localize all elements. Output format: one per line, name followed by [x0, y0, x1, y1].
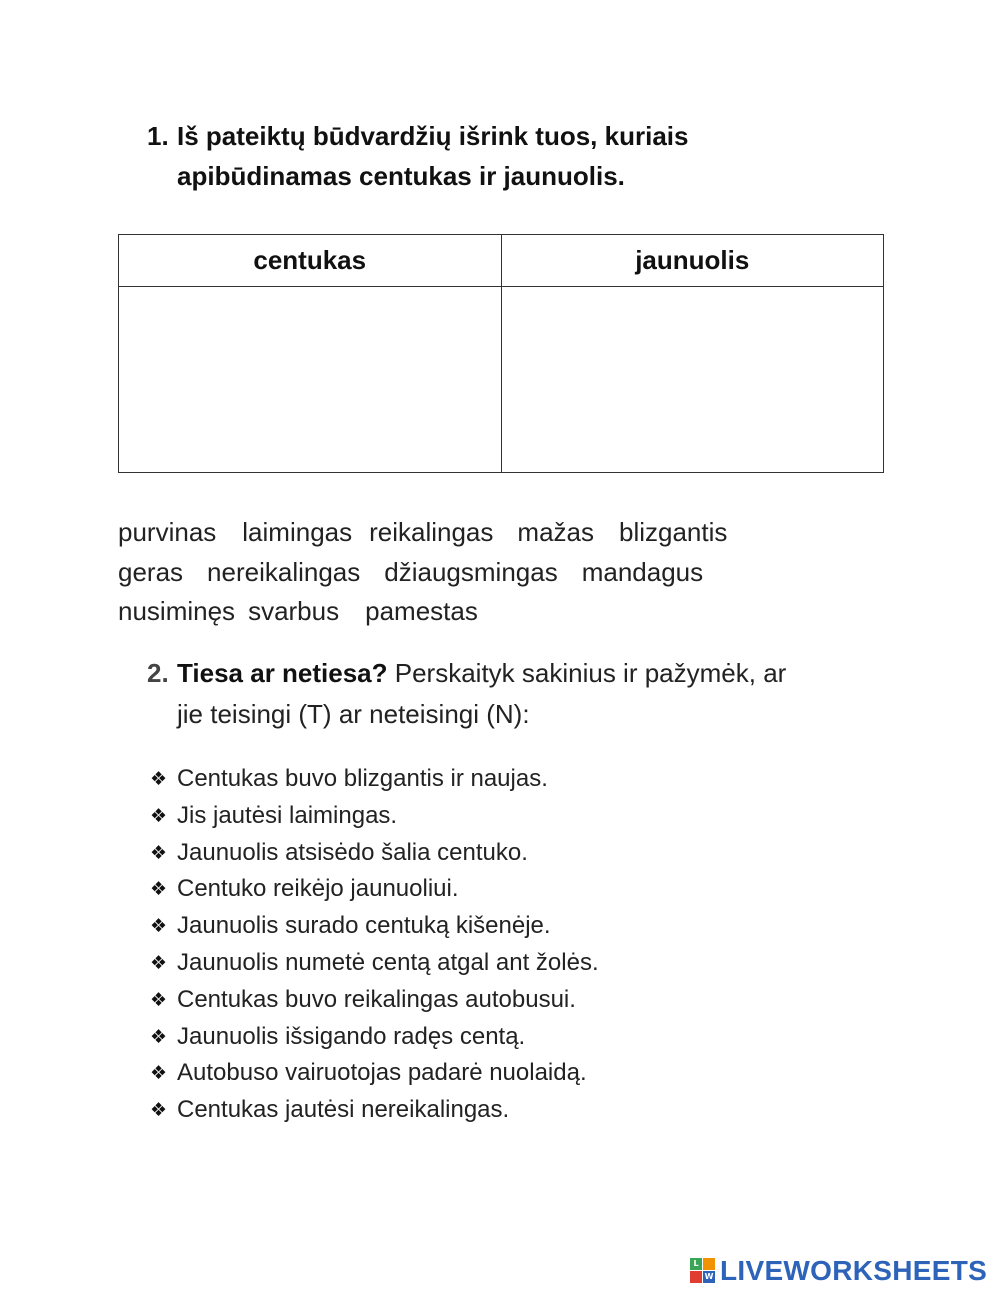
question-2-text [177, 653, 887, 735]
word-card[interactable]: purvinas [118, 517, 217, 547]
liveworksheets-logo-text: LIVEWORKSHEETS [720, 1255, 988, 1286]
word-card[interactable]: blizgantis [618, 517, 728, 547]
statement-item[interactable] [150, 982, 599, 1019]
statement-item[interactable] [150, 908, 599, 945]
word-card[interactable]: geras [118, 556, 184, 587]
diamond-bullet-icon: ❖ [150, 1062, 168, 1085]
statement-text: Jaunuolis surado centuką kišenėje. [177, 912, 551, 940]
word-card[interactable]: reikalingas [369, 517, 494, 547]
answer-table [118, 234, 884, 473]
question-2-line-2: jie teisingi (T) ar neteisingi (N): [177, 699, 530, 729]
question-2 [147, 653, 887, 735]
word-bank-line-3 [118, 592, 898, 632]
question-2-number: 2. [147, 658, 169, 688]
statement-text: Autobuso vairuotojas padarė nuolaidą. [177, 1059, 587, 1087]
question-2-instruction: Perskaityk sakinius ir pažymėk, ar [387, 658, 787, 688]
diamond-bullet-icon: ❖ [150, 988, 168, 1011]
liveworksheets-logo [690, 1255, 987, 1287]
word-card[interactable]: nusiminęs [118, 596, 236, 626]
question-1-number: 1. [147, 121, 169, 151]
question-1-text [177, 116, 847, 196]
header-centukas: centukas [119, 235, 502, 287]
statement-item[interactable] [150, 761, 599, 798]
statement-item[interactable] [150, 1055, 599, 1092]
logo-tile-red [690, 1271, 702, 1283]
question-2-bold-prompt: Tiesa ar netiesa? [177, 658, 388, 688]
word-card[interactable]: mandagus [581, 556, 704, 587]
diamond-bullet-icon: ❖ [150, 1099, 168, 1122]
statement-text: Jaunuolis atsisėdo šalia centuko. [177, 838, 528, 866]
word-bank [118, 513, 898, 632]
question-1-line-1: Iš pateiktų būdvardžių išrink tuos, kuriais [177, 121, 689, 151]
logo-tile-l: L [690, 1258, 702, 1270]
word-bank-line-1 [118, 513, 898, 553]
statement-text: Jaunuolis išsigando radęs centą. [177, 1022, 526, 1050]
drop-zone-centukas[interactable] [119, 287, 502, 473]
diamond-bullet-icon: ❖ [150, 1025, 168, 1048]
statement-list [150, 761, 599, 1129]
diamond-bullet-icon: ❖ [150, 878, 168, 901]
question-2-line-1 [177, 653, 887, 694]
drop-zone-jaunuolis[interactable] [501, 287, 884, 473]
liveworksheets-logo-icon [690, 1258, 716, 1284]
statement-item[interactable] [150, 1019, 599, 1056]
statement-item[interactable] [150, 871, 599, 908]
diamond-bullet-icon: ❖ [150, 915, 168, 938]
statement-text: Centuko reikėjo jaunuoliui. [177, 875, 459, 903]
question-1 [147, 116, 847, 196]
word-card[interactable]: pamestas [365, 596, 478, 626]
answer-table-body-row [119, 287, 884, 473]
statement-item[interactable] [150, 1092, 599, 1129]
statement-text: Jis jautėsi laimingas. [177, 801, 398, 829]
statement-text: Jaunuolis numetė centą atgal ant žolės. [177, 948, 599, 976]
statement-text: Centukas buvo blizgantis ir naujas. [177, 765, 548, 792]
logo-tile-w: W [704, 1272, 714, 1281]
word-bank-line-2 [118, 553, 898, 593]
diamond-bullet-icon: ❖ [150, 841, 168, 864]
word-card[interactable]: džiaugsmingas [384, 556, 558, 587]
statement-item[interactable] [150, 945, 599, 982]
diamond-bullet-icon: ❖ [150, 951, 168, 974]
statement-item[interactable] [150, 798, 599, 835]
question-1-line-2: apibūdinamas centukas ir jaunuolis. [177, 161, 625, 191]
logo-tile-orange [703, 1258, 715, 1270]
word-card[interactable]: nereikalingas [207, 556, 361, 587]
word-card[interactable]: mažas [517, 517, 594, 547]
header-jaunuolis: jaunuolis [501, 235, 884, 287]
diamond-bullet-icon: ❖ [150, 804, 168, 827]
answer-table-header-row [119, 235, 884, 287]
statement-item[interactable] [150, 835, 599, 872]
word-card[interactable]: svarbus [248, 596, 340, 626]
diamond-bullet-icon: ❖ [150, 768, 168, 790]
statement-text: Centukas buvo reikalingas autobusui. [177, 985, 576, 1013]
statement-text: Centukas jautėsi nereikalingas. [177, 1096, 510, 1124]
word-card[interactable]: laimingas [242, 517, 353, 547]
